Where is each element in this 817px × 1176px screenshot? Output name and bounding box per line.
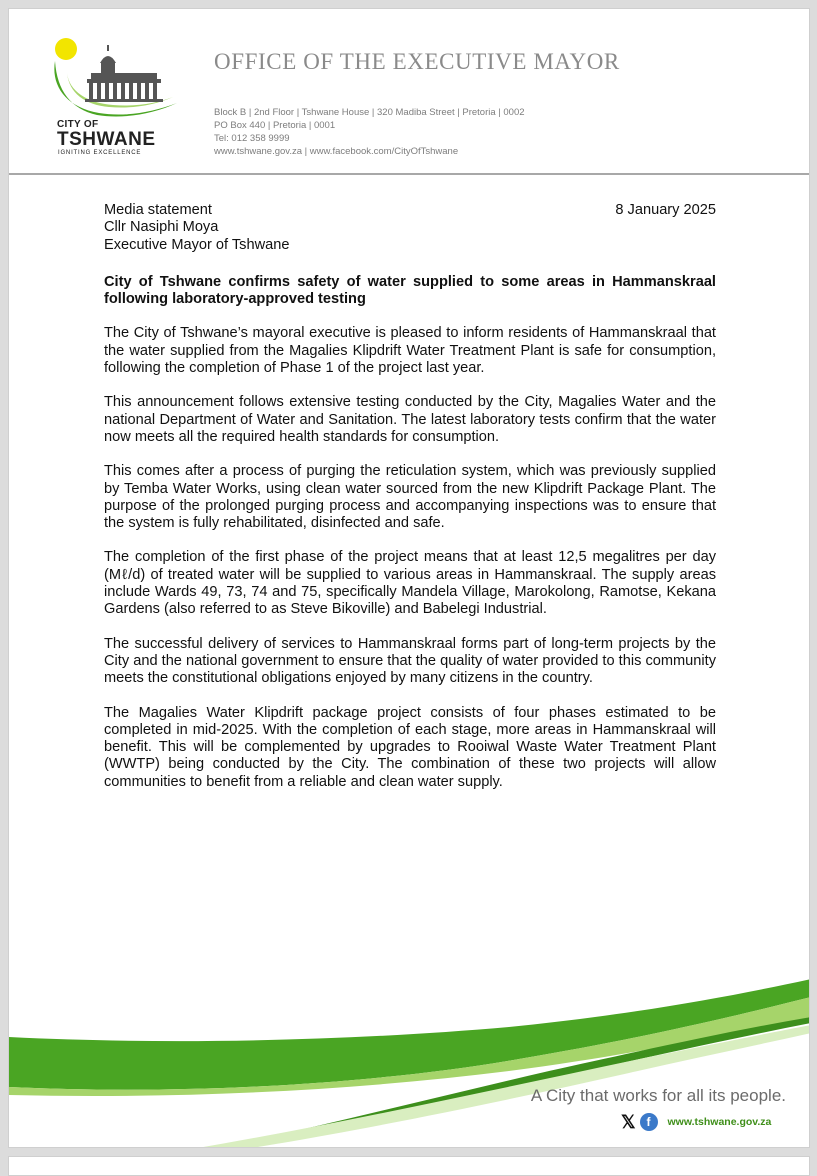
- x-logo-icon[interactable]: 𝕏: [621, 1112, 636, 1132]
- contact-block: [214, 106, 525, 158]
- statement-body: [104, 202, 716, 791]
- body-paragraph: The successful delivery of services to Hammanskraal forms part of long-term projects by the City and the national government to ensure that the quality of water provided to this community meets the constitutional obligations enjoyed by many citizens in the country.: [104, 635, 716, 687]
- body-paragraph: This announcement follows extensive testing conducted by the City, Magalies Water and the national Department of Water and Sanitation. The latest laboratory tests confirm that the water now meets all the required health standards for consumption.: [104, 394, 716, 445]
- body-paragraph: The Magalies Water Klipdrift package project consists of four phases estimated to be completed in mid-2025. With the completion of each stage, more areas in Hammanskraal will benefit. This will be complemented by upgrades to Rooiwal Waste Water Treatment Plant (WWTP) being conducted by the City. The combination of these two projects will allow communities to benefit from a reliable and clean water supply.: [104, 704, 716, 790]
- po-box-line: PO Box 440 | Pretoria | 0001: [214, 120, 336, 131]
- tel-line: Tel: 012 358 9999: [214, 133, 290, 144]
- statement-type: Media statement: [104, 202, 212, 218]
- statement-date: 8 January 2025: [615, 202, 716, 218]
- header-divider: [9, 173, 809, 175]
- next-page-edge: [8, 1156, 810, 1176]
- office-title: OFFICE OF THE EXECUTIVE MAYOR: [214, 49, 620, 74]
- body-paragraph: The City of Tshwane’s mayoral executive is pleased to inform residents of Hammanskraal that the water supplied from the Magalies Klipdrift Water Treatment Plant is safe for consumption, following the completion of Phase 1 of the project last year.: [104, 325, 716, 377]
- statement-headline: City of Tshwane confirms safety of water supplied to some areas in Hammanskraal following laboratory-approved testing: [104, 273, 716, 308]
- address-line: Block B | 2nd Floor | Tshwane House | 320 Madiba Street | Pretoria | 0002: [214, 107, 525, 118]
- body-paragraph: The completion of the first phase of the project means that at least 12,5 megalitres per day (Mℓ/d) of treated water will be supplied to various areas in Hammanskraal. The supply areas include Wards 49, 73, 74 and 75, specifically Mandela Village, Marokolong, Ramotse, Kekana Gardens (also referred to as Steve Bikoville) and Babelegi Industrial.: [104, 549, 716, 618]
- logo-city-text: CITY OF: [57, 119, 99, 130]
- city-hall-emblem-icon: [47, 33, 187, 125]
- footer-website-link[interactable]: www.tshwane.gov.za: [667, 1116, 772, 1128]
- web-links-line: www.tshwane.gov.za | www.facebook.com/CityOfTshwane: [214, 146, 459, 157]
- facebook-icon[interactable]: f: [640, 1113, 658, 1131]
- footer-social-links: [621, 1113, 771, 1131]
- speaker-role: Executive Mayor of Tshwane: [104, 236, 290, 253]
- footer-slogan: A City that works for all its people.: [530, 1086, 786, 1105]
- body-paragraph: This comes after a process of purging the reticulation system, which was previously supplied by Temba Water Works, using clean water sourced from the new Klipdrift Package Plant. The purpose of the prolonged purging process and accompanying inspections was to ensure that the system is fully rehabilitated, disinfected and safe.: [104, 463, 716, 532]
- logo-name-text: TSHWANE: [57, 129, 156, 150]
- document-page: [8, 8, 810, 1148]
- speaker-name: Cllr Nasiphi Moya: [104, 219, 219, 236]
- statement-meta-row: [104, 202, 716, 219]
- city-of-tshwane-logo: [47, 33, 187, 159]
- logo-tagline: IGNITING EXCELLENCE: [58, 150, 142, 156]
